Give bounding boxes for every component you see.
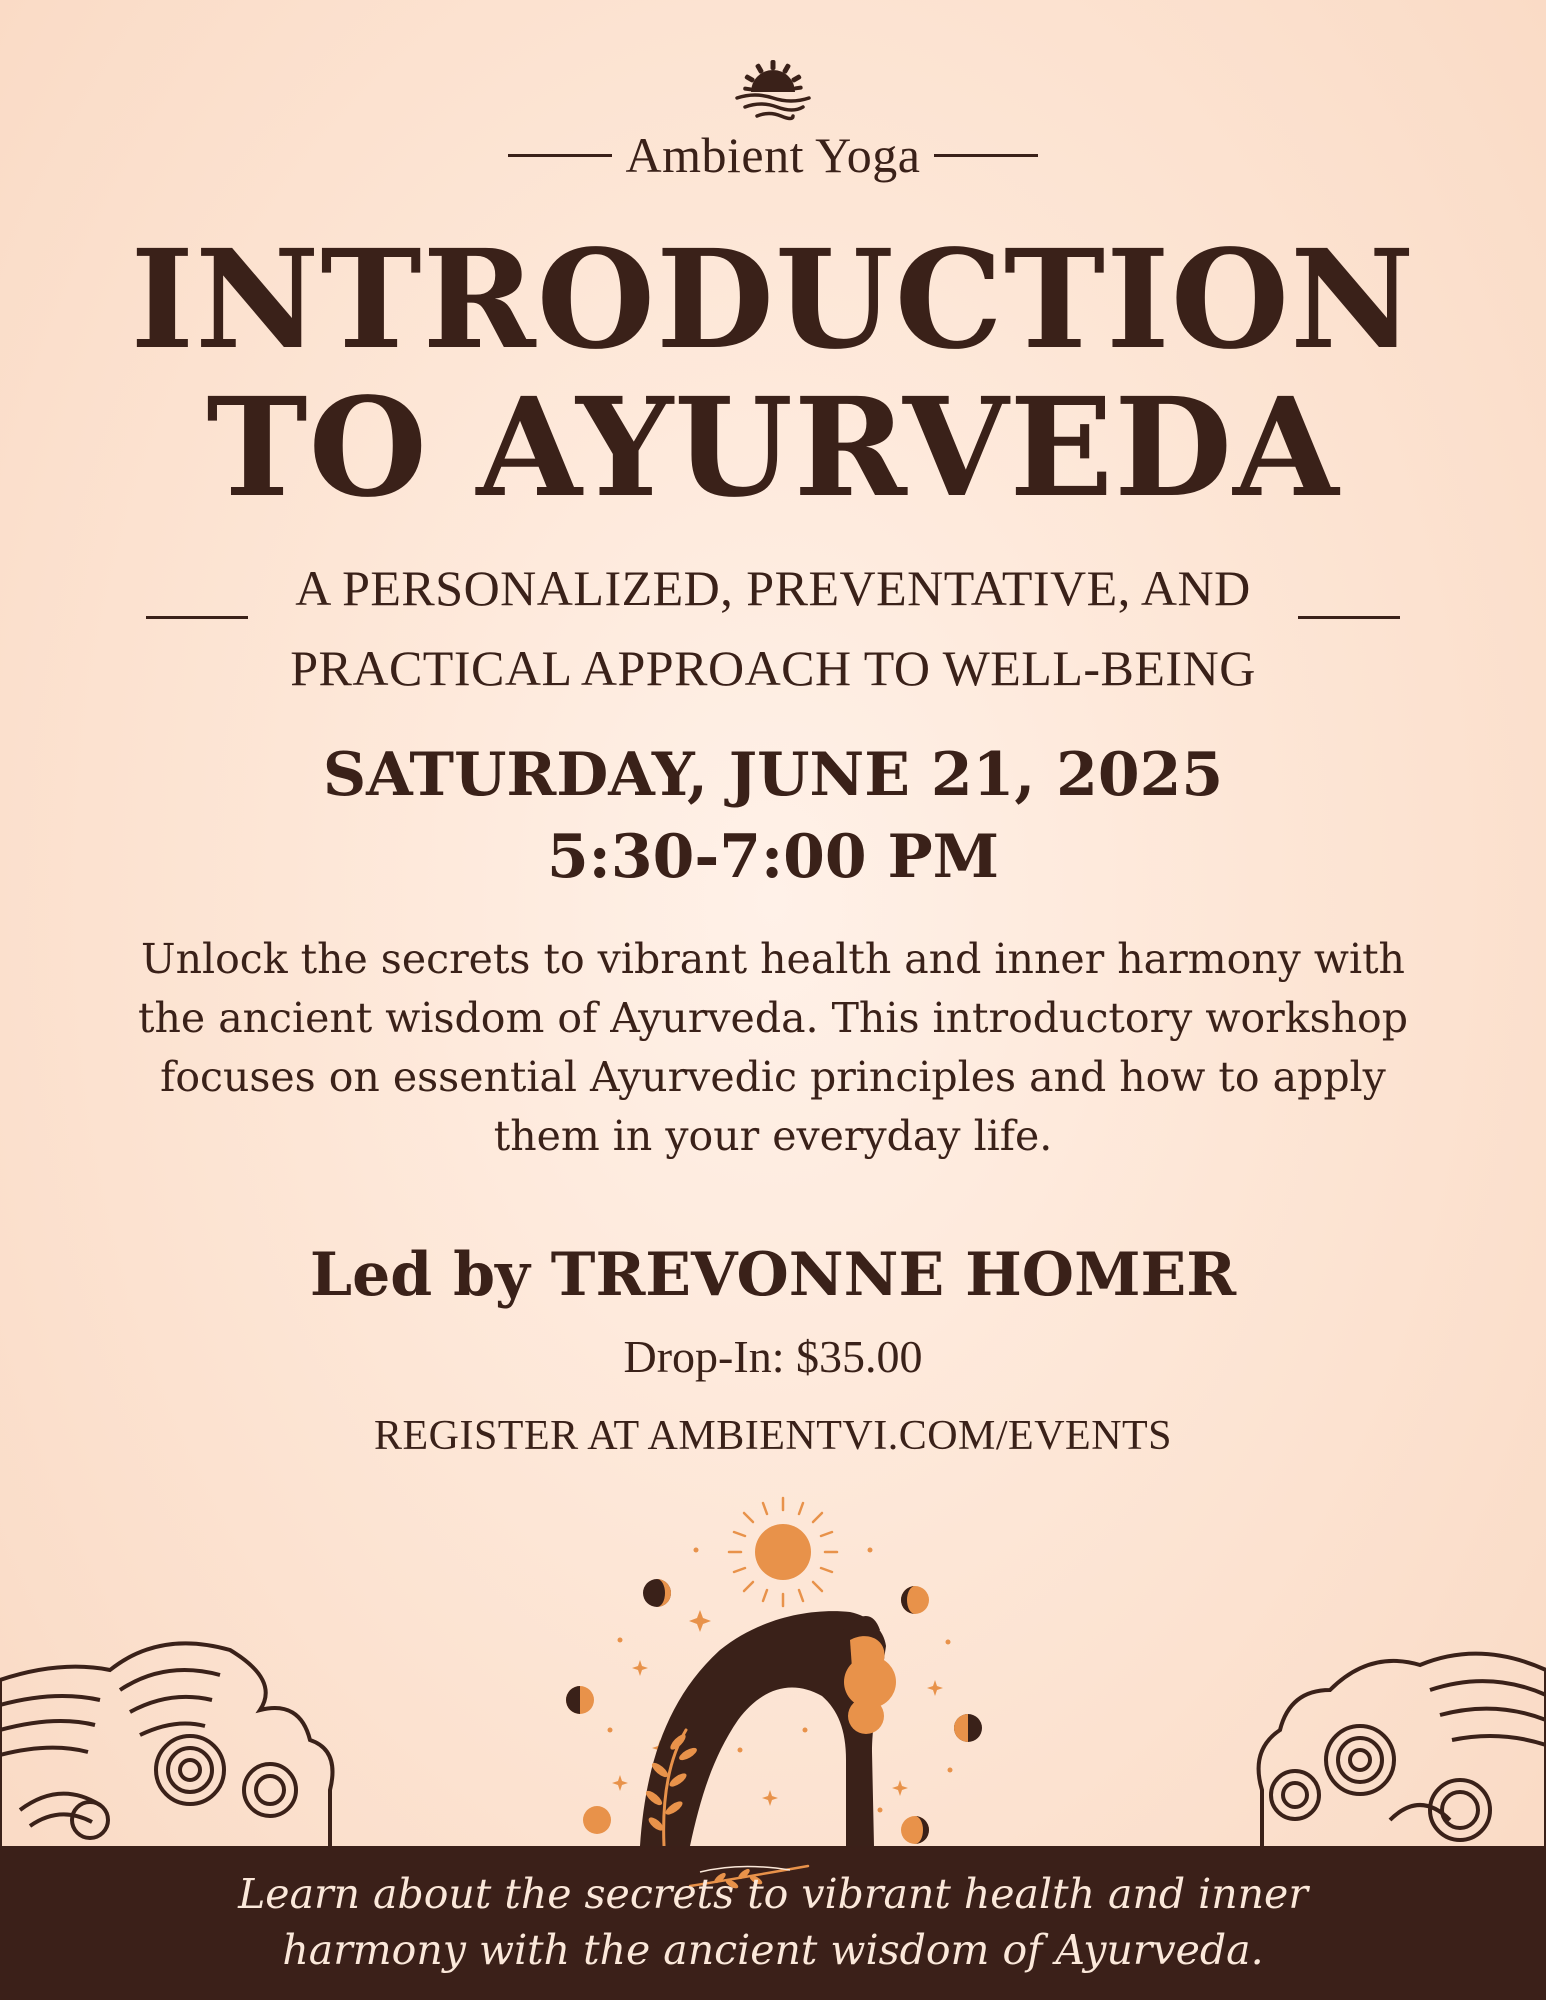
subtitle-divider-right — [1298, 616, 1400, 619]
register-link[interactable]: REGISTER AT AMBIENTVI.COM/EVENTS — [373, 1413, 1173, 1459]
subtitle-divider-left — [146, 616, 248, 619]
price: Drop-In: $35.00 — [623, 1331, 923, 1382]
yoga-illustration — [0, 1490, 1546, 1850]
event-time: 5:30-7:00 PM — [546, 822, 1000, 892]
brand-header — [0, 58, 1546, 184]
moon-phases-icon — [566, 1579, 982, 1844]
subtitle-block — [0, 548, 1546, 708]
event-description: Unlock the secrets to vibrant health and inner harmony with the ancient wisdom of Ayurveda. This introductory workshop focuses on essential Ayurvedic principles and how to apply them in your everyday life. — [138, 935, 1408, 1160]
sun-over-water-icon — [723, 58, 823, 122]
sun-icon — [729, 1498, 837, 1606]
footer-text — [0, 1866, 1546, 1978]
brand-divider-right — [934, 154, 1038, 157]
footer-line-2: harmony with the ancient wisdom of Ayurveda. — [282, 1926, 1264, 1974]
brand-row — [0, 126, 1546, 184]
title-line-1: INTRODUCTION — [130, 220, 1416, 380]
event-date: SATURDAY, JUNE 21, 2025 — [322, 740, 1224, 810]
cloud-swirl-left-icon — [0, 1643, 333, 1850]
brand-name: Ambient Yoga — [625, 127, 921, 183]
yoga-figure-icon — [640, 1611, 896, 1846]
subtitle-line-2: PRACTICAL APPROACH TO WELL-BEING — [290, 640, 1256, 696]
brand-divider-left — [508, 154, 612, 157]
title-line-2: TO AYURVEDA — [206, 368, 1340, 528]
footer-banner — [0, 1846, 1546, 2000]
event-datetime — [0, 734, 1546, 898]
cloud-swirl-right-icon — [1259, 1654, 1546, 1850]
footer-line-1: Learn about the secrets to vibrant health and inner — [238, 1870, 1308, 1918]
page-title — [0, 220, 1546, 528]
leader-name: Led by TREVONNE HOMER — [309, 1240, 1237, 1310]
subtitle-line-1: A PERSONALIZED, PREVENTATIVE, AND — [295, 560, 1251, 616]
subtitle — [0, 548, 1546, 708]
